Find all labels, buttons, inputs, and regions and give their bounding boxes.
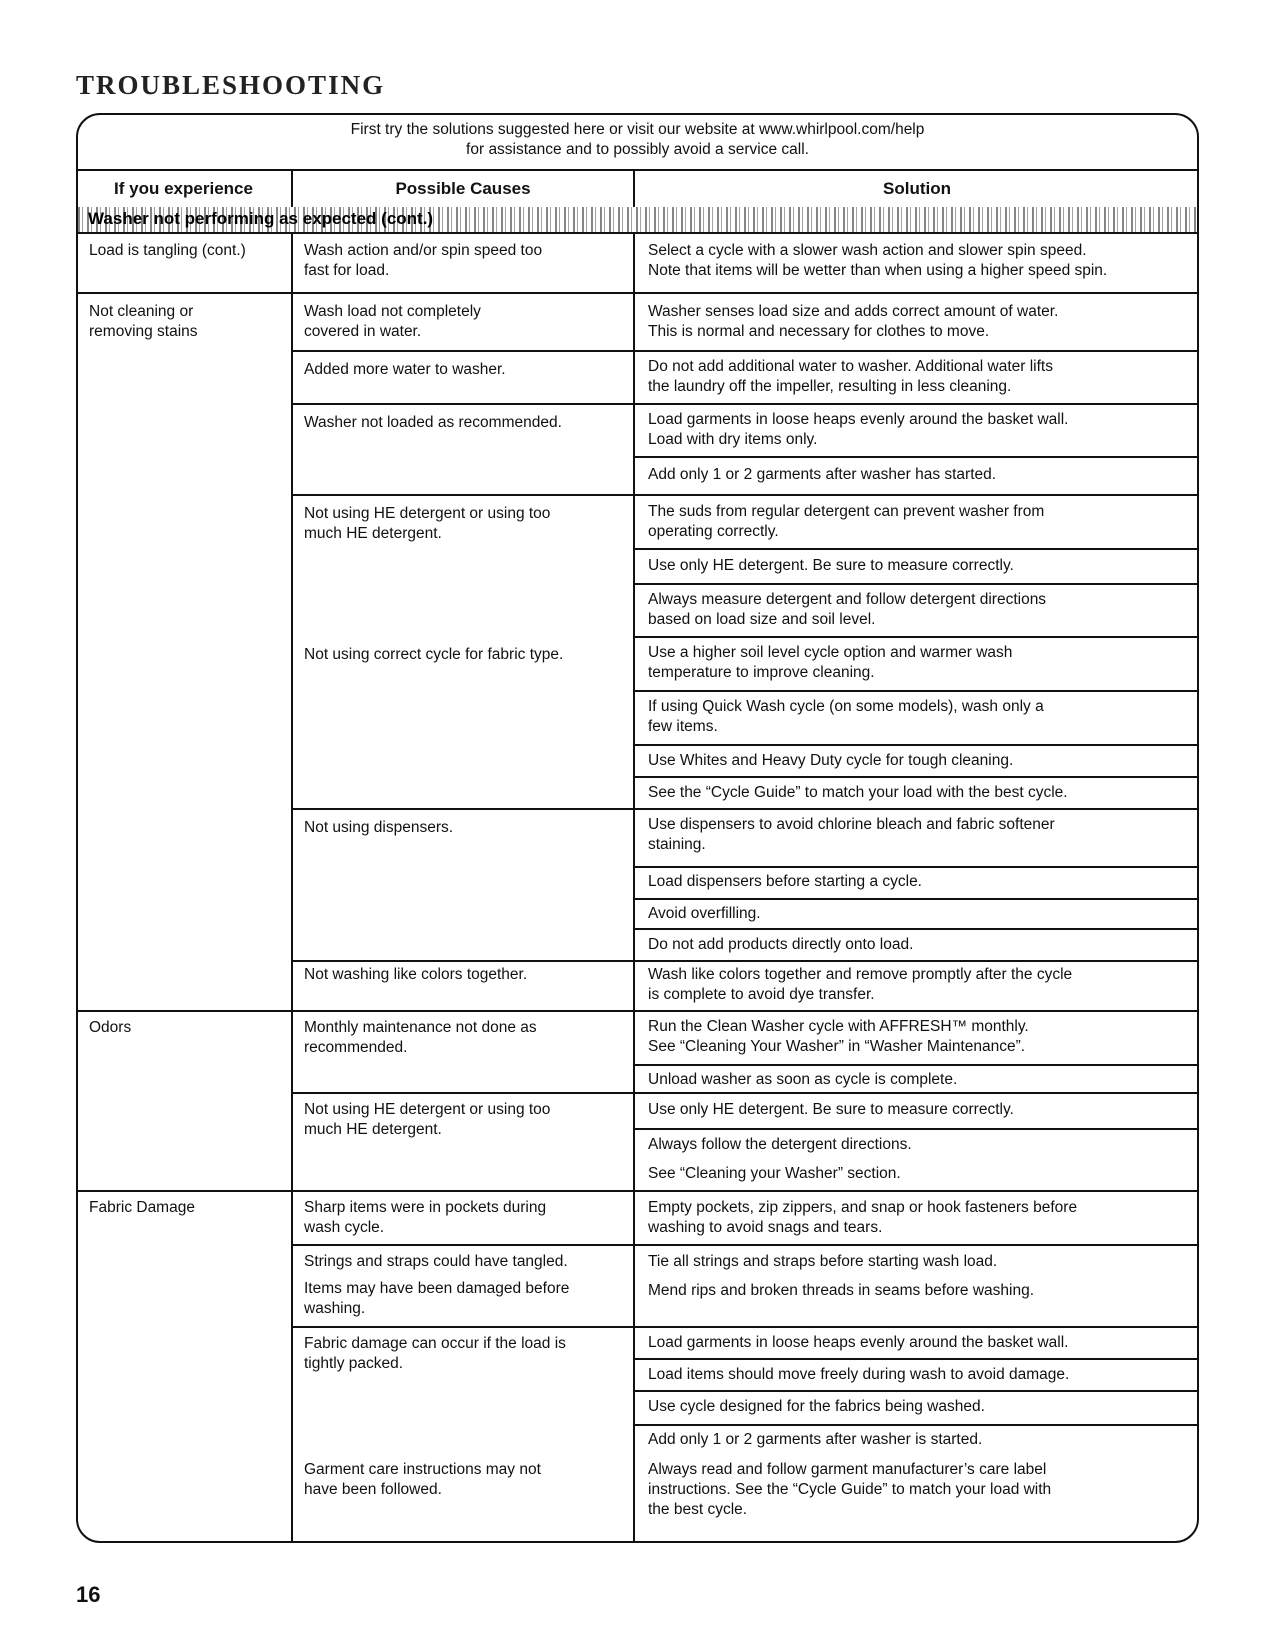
cause-rule: [291, 350, 635, 352]
solution-rule: [633, 1358, 1199, 1360]
section-heading-bar: [78, 207, 1197, 232]
solution-rule: [633, 636, 1199, 638]
solution-rule: [633, 1424, 1199, 1426]
intro-text: [0, 120, 1275, 160]
solution-rule: [633, 808, 1199, 810]
solution-rule: [633, 1064, 1199, 1066]
solution-rule: [633, 1244, 1199, 1246]
solution-rule: [633, 548, 1199, 550]
cause-rule: [291, 1326, 635, 1328]
solution-rule: [633, 898, 1199, 900]
cause-text: Items may have been damaged before washing.: [304, 1280, 570, 1317]
cause-text: Sharp items were in pockets during wash cycle.: [304, 1199, 547, 1236]
solution-text: Avoid overfilling.: [648, 905, 761, 922]
solution-text: Use only HE detergent. Be sure to measure correctly.: [648, 1101, 1014, 1118]
solution-text: Empty pockets, zip zippers, and snap or hook fasteners before washing to avoid snags and tears.: [648, 1199, 1078, 1236]
cause-rule: [291, 292, 635, 294]
intro-line-1: First try the solutions suggested here or visit our website at www.whirlpool.com/help: [350, 121, 925, 138]
solution-text: See “Cleaning your Washer” section.: [648, 1165, 901, 1182]
section-heading-rule: [76, 232, 1199, 234]
solution-text: Always follow the detergent directions.: [648, 1136, 912, 1153]
solution-rule: [633, 350, 1199, 352]
solution-rule: [633, 1326, 1199, 1328]
solution-text: Washer senses load size and adds correct amount of water. This is normal and necessary for clothes to move.: [648, 303, 1059, 340]
solution-text: Use cycle designed for the fabrics being washed.: [648, 1398, 985, 1415]
intro-line-2: for assistance and to possibly avoid a service call.: [466, 141, 809, 158]
cause-text: Garment care instructions may not have been followed.: [304, 1461, 541, 1498]
solution-text: Add only 1 or 2 garments after washer has started.: [648, 466, 997, 483]
solution-text: Run the Clean Washer cycle with AFFRESH™ monthly. See “Cleaning Your Washer” in “Washer Maintenance”.: [648, 1018, 1029, 1055]
solution-text: Do not add additional water to washer. Additional water lifts the laundry off the impeller, resulting in less cleaning.: [648, 358, 1053, 395]
solution-text: Load garments in loose heaps evenly around the basket wall. Load with dry items only.: [648, 411, 1069, 448]
solution-rule: [633, 1190, 1199, 1192]
solution-rule: [633, 456, 1199, 458]
cause-rule: [291, 494, 635, 496]
cause-text: Added more water to washer.: [304, 361, 506, 378]
solution-text: Load items should move freely during wash to avoid damage.: [648, 1366, 1070, 1383]
solution-text: Use a higher soil level cycle option and warmer wash temperature to improve cleaning.: [648, 644, 1013, 681]
experience-rule-3: [76, 1190, 293, 1192]
solution-rule: [633, 494, 1199, 496]
header-causes: Possible Causes: [395, 179, 531, 198]
page-title: TROUBLESHOOTING: [76, 70, 386, 100]
cause-rule: [291, 1010, 635, 1012]
solution-rule: [633, 1092, 1199, 1094]
cause-text: Not using dispensers.: [304, 819, 454, 836]
solution-rule: [633, 866, 1199, 868]
experience-rule-2: [76, 1010, 293, 1012]
column-divider-1: [291, 232, 293, 1542]
cause-text: Fabric damage can occur if the load is tightly packed.: [304, 1335, 566, 1372]
solution-rule: [633, 690, 1199, 692]
solution-rule: [633, 776, 1199, 778]
cause-text: Wash load not completely covered in water.: [304, 303, 481, 340]
solution-text: Use only HE detergent. Be sure to measure correctly.: [648, 557, 1014, 574]
solution-rule: [633, 1390, 1199, 1392]
solution-text: Use dispensers to avoid chlorine bleach and fabric softener staining.: [648, 816, 1055, 853]
cause-rule: [291, 808, 635, 810]
solution-rule: [633, 583, 1199, 585]
header-experience: If you experience: [114, 179, 253, 198]
solution-text: See the “Cycle Guide” to match your load with the best cycle.: [648, 784, 1068, 801]
solution-text: Load dispensers before starting a cycle.: [648, 873, 922, 890]
solution-text: Always read and follow garment manufacturer’s care label instructions. See the “Cycle Guide” to match your load with the best cycle.: [648, 1461, 1052, 1518]
header-solution: Solution: [883, 179, 951, 198]
solution-text: Do not add products directly onto load.: [648, 936, 914, 953]
solution-rule: [633, 1010, 1199, 1012]
solution-text: If using Quick Wash cycle (on some models), wash only a few items.: [648, 698, 1044, 735]
solution-text: Use Whites and Heavy Duty cycle for tough cleaning.: [648, 752, 1014, 769]
solution-text: Tie all strings and straps before starting wash load.: [648, 1253, 998, 1270]
cause-text: Washer not loaded as recommended.: [304, 414, 562, 431]
experience-fabric-damage: Fabric Damage: [89, 1199, 195, 1216]
cause-text: Not washing like colors together.: [304, 966, 528, 983]
solution-rule: [633, 403, 1199, 405]
solution-rule: [633, 292, 1199, 294]
solution-rule: [633, 744, 1199, 746]
solution-text: Add only 1 or 2 garments after washer is started.: [648, 1431, 983, 1448]
cause-rule: [291, 960, 635, 962]
cause-text: Wash action and/or spin speed too fast for load.: [304, 242, 543, 279]
cause-text: Not using correct cycle for fabric type.: [304, 646, 564, 663]
experience-rule-1: [76, 292, 293, 294]
solution-text: Load garments in loose heaps evenly around the basket wall.: [648, 1334, 1069, 1351]
cause-rule: [291, 1092, 635, 1094]
cause-text: Monthly maintenance not done as recommended.: [304, 1019, 537, 1056]
experience-odors: Odors: [89, 1019, 132, 1036]
experience-not-cleaning: Not cleaning or removing stains: [89, 303, 198, 340]
experience-load-tangling: Load is tangling (cont.): [89, 242, 246, 259]
page-number: 16: [76, 1582, 101, 1607]
solution-text: Mend rips and broken threads in seams before washing.: [648, 1282, 1034, 1299]
solution-rule: [633, 1128, 1199, 1130]
solution-text: Always measure detergent and follow detergent directions based on load size and soil level.: [648, 591, 1047, 628]
solution-text: Select a cycle with a slower wash action and slower spin speed. Note that items will be wetter than when using a higher speed spin.: [648, 242, 1108, 279]
solution-text: The suds from regular detergent can prevent washer from operating correctly.: [648, 503, 1045, 540]
cause-text: Not using HE detergent or using too much HE detergent.: [304, 505, 551, 542]
cause-text: Not using HE detergent or using too much HE detergent.: [304, 1101, 551, 1138]
solution-text: Unload washer as soon as cycle is complete.: [648, 1071, 958, 1088]
solution-rule: [633, 960, 1199, 962]
cause-text: Strings and straps could have tangled.: [304, 1253, 568, 1270]
section-heading: Washer not performing as expected (cont.): [88, 209, 434, 228]
cause-rule: [291, 403, 635, 405]
solution-text: Wash like colors together and remove promptly after the cycle is complete to avoid dye transfer.: [648, 966, 1073, 1003]
solution-rule: [633, 928, 1199, 930]
cause-rule: [291, 1190, 635, 1192]
cause-rule: [291, 1244, 635, 1246]
